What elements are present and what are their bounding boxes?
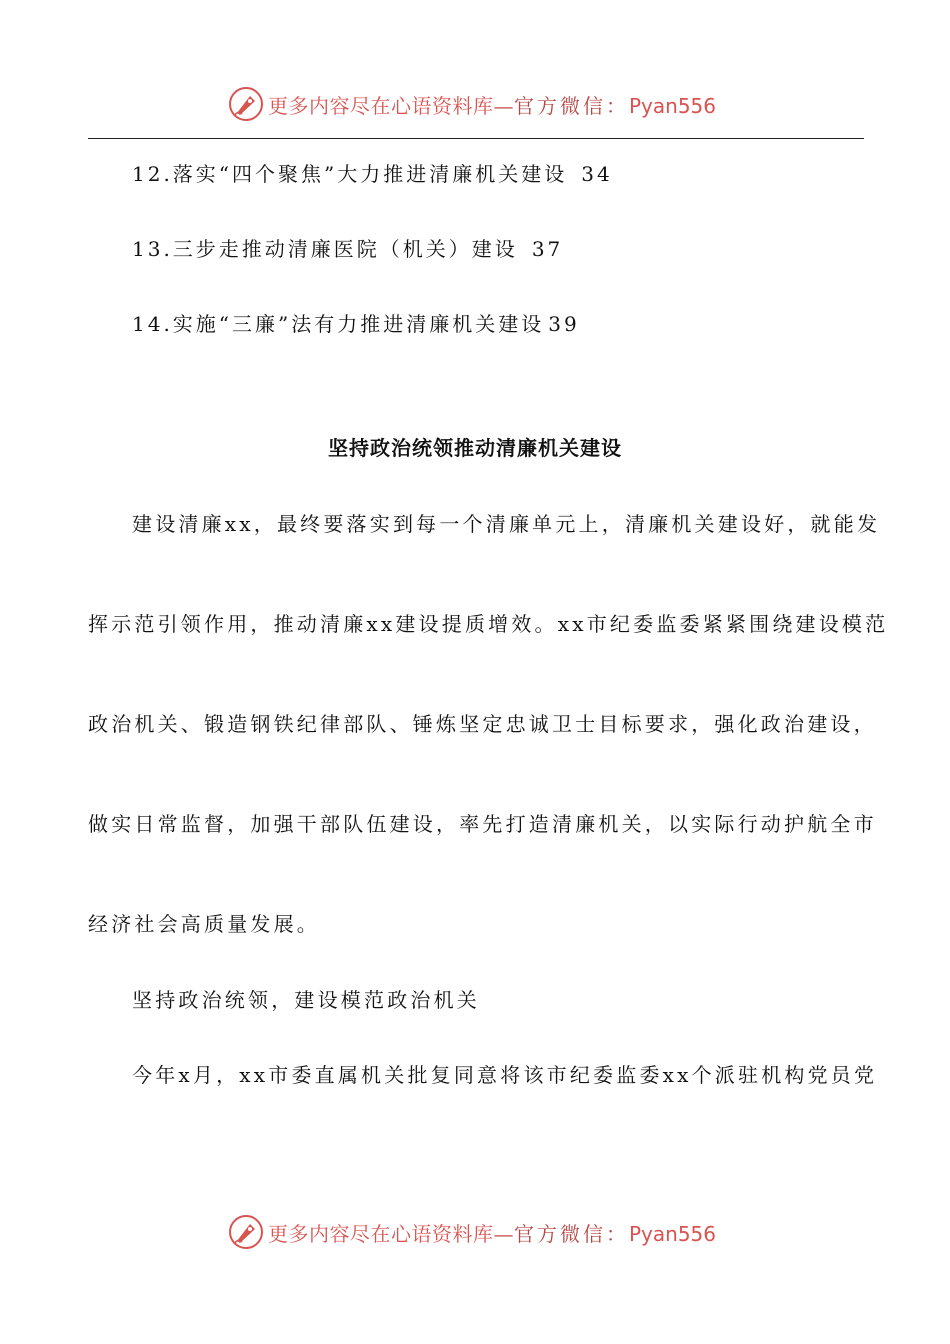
toc-item-label: 13.三步走推动清廉医院（机关）建设 — [132, 237, 518, 261]
paragraph-line: 经济社会高质量发展。 — [88, 912, 320, 936]
toc-item-label: 12.落实“四个聚焦”大力推进清廉机关建设 — [132, 162, 568, 186]
watermark-separator: — — [493, 93, 514, 118]
pen-nib-logo-icon — [228, 1214, 264, 1250]
toc-item-page: 37 — [531, 237, 564, 261]
toc-item — [132, 308, 580, 337]
watermark-wechat-label: 官方微信： — [514, 93, 629, 118]
watermark-wechat-label: 官方微信： — [514, 1221, 629, 1246]
toc-item-page: 39 — [548, 312, 580, 336]
pen-nib-logo-icon — [228, 86, 264, 122]
toc-item-label: 14.实施“三廉”法有力推进清廉机关建设 — [132, 312, 545, 336]
toc-item-page: 34 — [581, 162, 613, 186]
page-header — [0, 0, 950, 140]
watermark-site-text: 更多内容尽在心语资料库 — [268, 93, 494, 118]
toc-item — [132, 233, 563, 262]
paragraph-line: 政治机关、锻造钢铁纪律部队、锤炼坚定忠诚卫士目标要求，强化政治建设， — [88, 712, 877, 736]
section-heading: 坚持政治统领，建设模范政治机关 — [132, 988, 480, 1012]
article-title: 坚持政治统领推动清廉机关建设 — [328, 436, 622, 460]
paragraph-line: 做实日常监督，加强干部队伍建设，率先打造清廉机关，以实际行动护航全市 — [88, 812, 877, 836]
watermark-text — [268, 90, 716, 119]
watermark-wechat-id: Pyan556 — [629, 1221, 717, 1246]
paragraph-line: 今年x月，xx市委直属机关批复同意将该市纪委监委xx个派驻机构党员党 — [132, 1063, 878, 1087]
watermark-text — [268, 1218, 716, 1247]
footer-watermark-banner — [228, 1212, 716, 1252]
watermark-separator: — — [493, 1221, 514, 1246]
watermark-banner — [228, 84, 716, 124]
header-divider — [88, 138, 864, 139]
paragraph-line: 挥示范引领作用，推动清廉xx建设提质增效。xx市纪委监委紧紧围绕建设模范 — [88, 612, 889, 636]
watermark-wechat-id: Pyan556 — [629, 93, 717, 118]
watermark-site-text: 更多内容尽在心语资料库 — [268, 1221, 494, 1246]
toc-item — [132, 158, 613, 187]
paragraph-line: 建设清廉xx，最终要落实到每一个清廉单元上，清廉机关建设好，就能发 — [132, 512, 881, 536]
